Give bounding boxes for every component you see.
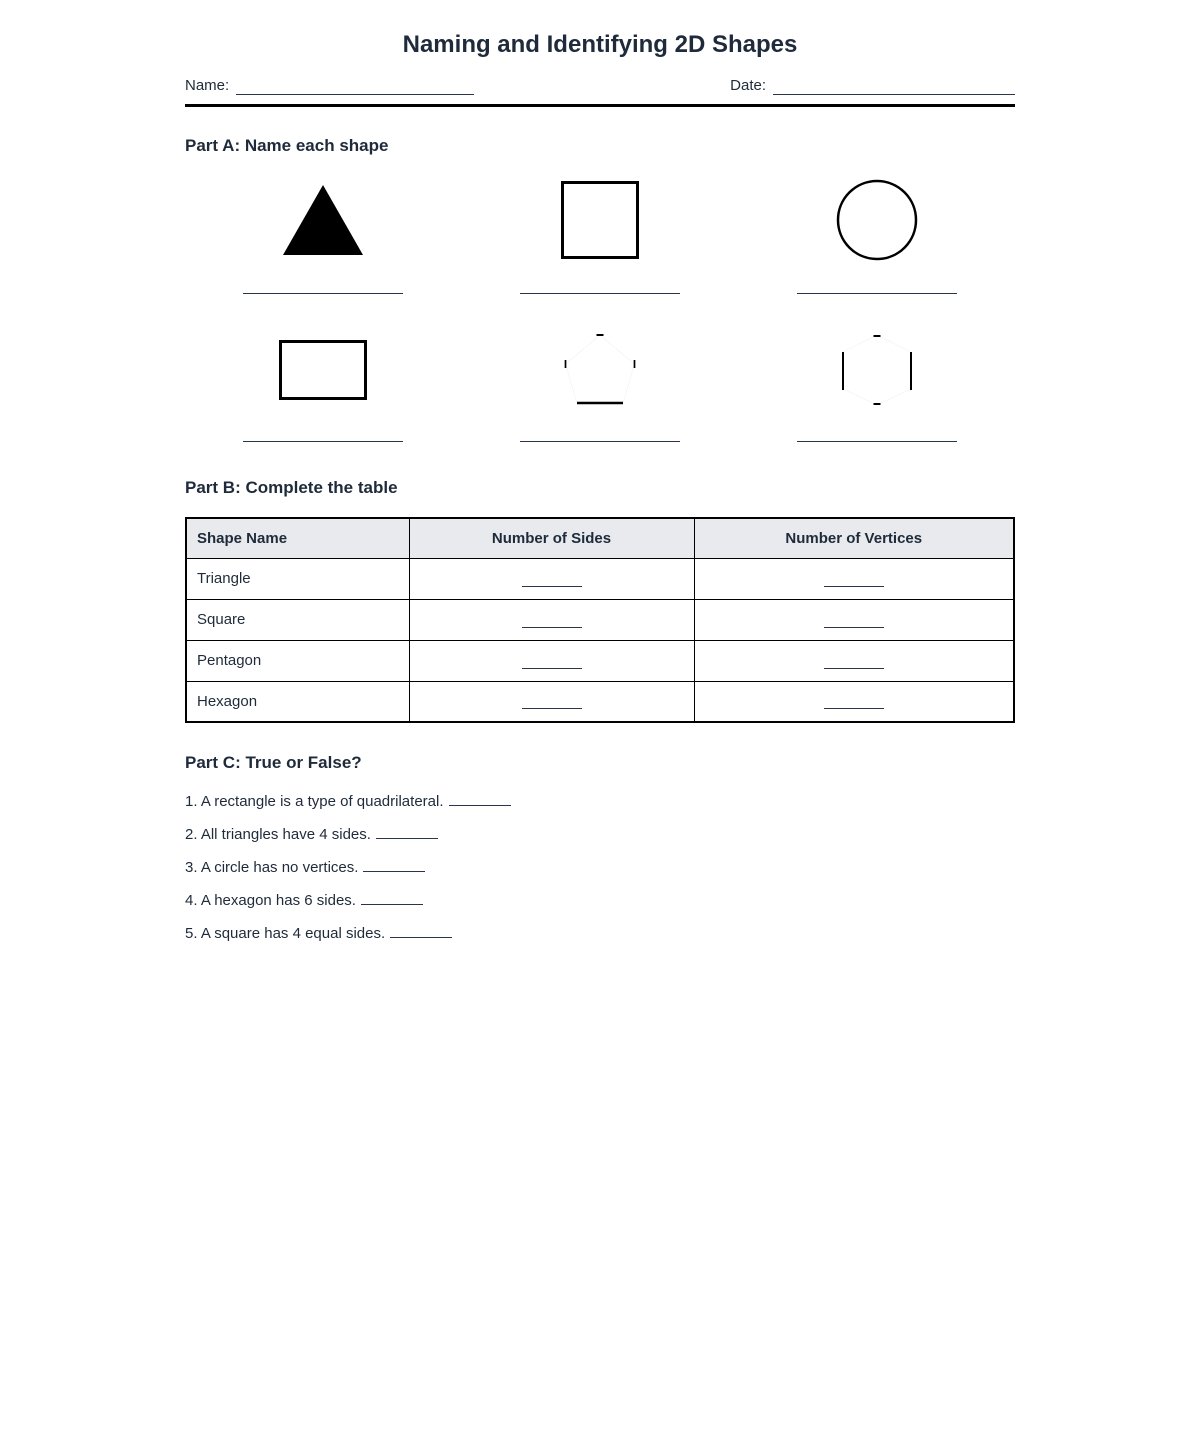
sides-cell bbox=[409, 558, 694, 599]
worksheet-page bbox=[185, 31, 1015, 942]
shape-name-blank bbox=[797, 293, 957, 294]
question-text: 5. A square has 4 equal sides. bbox=[185, 925, 386, 942]
table-row bbox=[186, 558, 1014, 599]
shape-name-blank bbox=[797, 441, 957, 442]
sides-answer-blank bbox=[522, 567, 582, 587]
date-field bbox=[730, 78, 1015, 95]
vertices-cell bbox=[694, 640, 1014, 681]
vertices-cell bbox=[694, 681, 1014, 722]
tf-answer-blank bbox=[361, 892, 423, 905]
hexagon-shape bbox=[832, 325, 922, 415]
triangle-shape bbox=[282, 184, 364, 256]
shape-name-cell: Pentagon bbox=[186, 640, 409, 681]
square-shape bbox=[561, 181, 639, 259]
name-date-row bbox=[185, 78, 1015, 95]
question-item bbox=[185, 892, 1015, 909]
question-text: 1. A rectangle is a type of quadrilateral. bbox=[185, 793, 444, 810]
tf-answer-blank bbox=[363, 859, 425, 872]
shape-name-cell: Hexagon bbox=[186, 681, 409, 722]
name-field bbox=[185, 78, 474, 95]
table-header-row bbox=[186, 518, 1014, 558]
question-item bbox=[185, 925, 1015, 942]
question-text: 3. A circle has no vertices. bbox=[185, 859, 359, 876]
shape-cell bbox=[555, 325, 645, 415]
pentagon-shape bbox=[555, 325, 645, 415]
table-row bbox=[186, 599, 1014, 640]
shapes-table bbox=[185, 517, 1015, 723]
question-text: 4. A hexagon has 6 sides. bbox=[185, 892, 356, 909]
header-divider bbox=[185, 104, 1015, 107]
sides-cell bbox=[409, 640, 694, 681]
tf-answer-blank bbox=[390, 925, 452, 938]
column-header-number-of-vertices: Number of Vertices bbox=[694, 518, 1014, 558]
question-item bbox=[185, 826, 1015, 843]
shape-cell bbox=[279, 325, 367, 415]
true-false-questions bbox=[185, 793, 1015, 942]
tf-answer-blank bbox=[376, 826, 438, 839]
shape-cell bbox=[836, 179, 918, 260]
name-answer-blank bbox=[236, 80, 474, 95]
table-row bbox=[186, 640, 1014, 681]
shape-name-blank bbox=[243, 293, 403, 294]
shape-cell bbox=[282, 179, 364, 260]
column-header-number-of-sides: Number of Sides bbox=[409, 518, 694, 558]
vertices-answer-blank bbox=[824, 608, 884, 628]
shape-cell bbox=[832, 325, 922, 415]
shape-cell bbox=[561, 179, 639, 260]
shape-name-cell: Triangle bbox=[186, 558, 409, 599]
vertices-cell bbox=[694, 599, 1014, 640]
shape-name-blank bbox=[520, 293, 680, 294]
name-label: Name: bbox=[185, 77, 230, 94]
vertices-answer-blank bbox=[824, 689, 884, 709]
part-a-heading: Part A: Name each shape bbox=[185, 136, 389, 155]
question-item bbox=[185, 859, 1015, 876]
sides-answer-blank bbox=[522, 689, 582, 709]
question-text: 2. All triangles have 4 sides. bbox=[185, 826, 371, 843]
question-item bbox=[185, 793, 1015, 810]
vertices-cell bbox=[694, 558, 1014, 599]
shape-row-1 bbox=[185, 179, 1015, 260]
sides-cell bbox=[409, 599, 694, 640]
part-c-heading: Part C: True or False? bbox=[185, 753, 362, 772]
circle-shape bbox=[836, 179, 918, 261]
shape-name-cell: Square bbox=[186, 599, 409, 640]
page-title: Naming and Identifying 2D Shapes bbox=[402, 31, 798, 58]
column-header-shape-name: Shape Name bbox=[186, 518, 409, 558]
date-answer-blank bbox=[773, 80, 1015, 95]
part-b-heading: Part B: Complete the table bbox=[185, 478, 398, 497]
shape-name-blanks-row-2 bbox=[185, 441, 1015, 442]
tf-answer-blank bbox=[449, 793, 511, 806]
vertices-answer-blank bbox=[824, 649, 884, 669]
table-row bbox=[186, 681, 1014, 722]
date-label: Date: bbox=[730, 77, 766, 94]
sides-cell bbox=[409, 681, 694, 722]
sides-answer-blank bbox=[522, 649, 582, 669]
shape-row-2 bbox=[185, 325, 1015, 415]
shape-name-blank bbox=[243, 441, 403, 442]
vertices-answer-blank bbox=[824, 567, 884, 587]
shape-name-blank bbox=[520, 441, 680, 442]
rectangle-shape bbox=[279, 340, 367, 400]
sides-answer-blank bbox=[522, 608, 582, 628]
shape-name-blanks-row-1 bbox=[185, 293, 1015, 294]
